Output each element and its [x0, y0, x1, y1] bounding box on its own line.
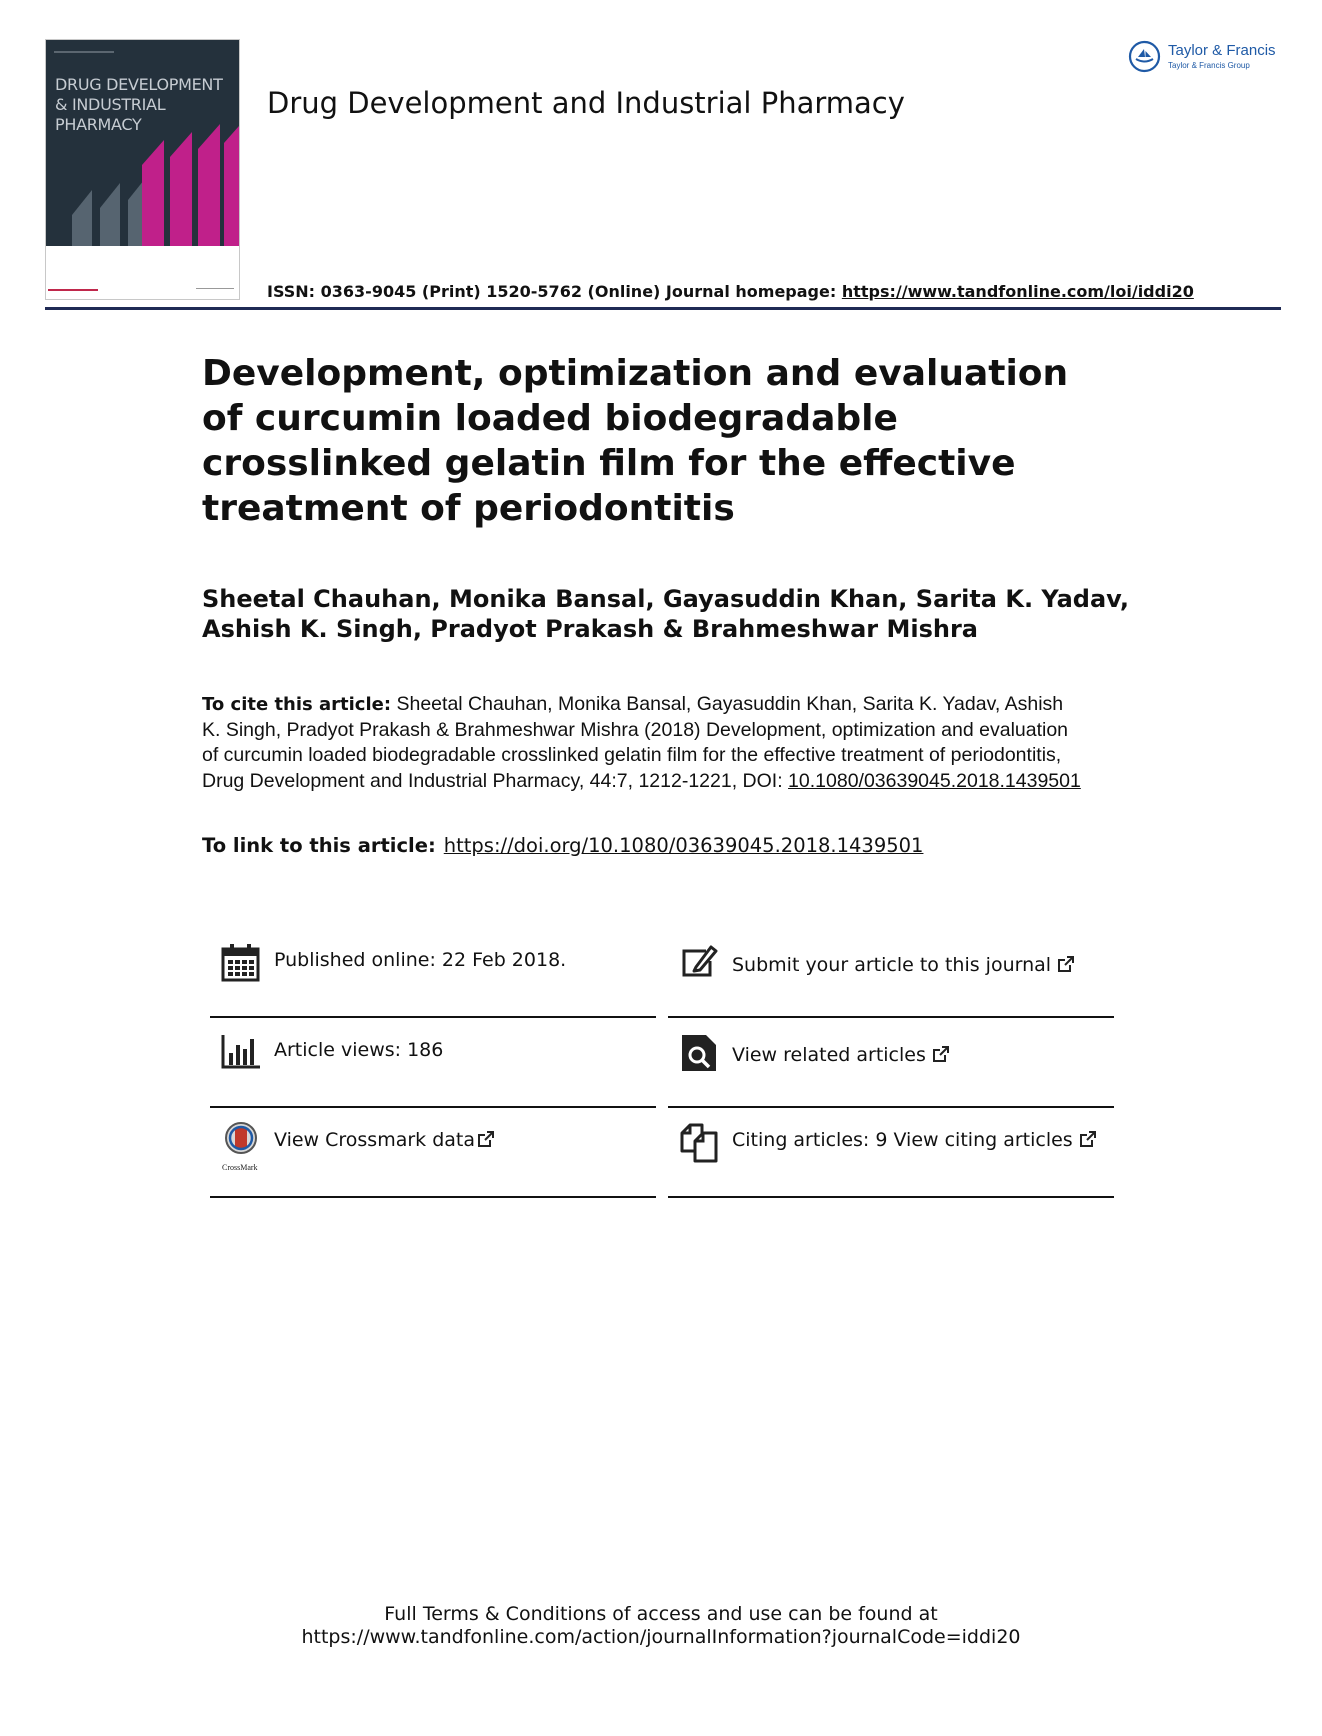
external-link-icon	[1057, 955, 1075, 973]
cover-red-line	[48, 289, 98, 291]
publisher-logo-icon	[1128, 40, 1161, 73]
cover-publisher-mark	[196, 288, 234, 294]
header-divider	[45, 307, 1281, 310]
copy-documents-icon	[678, 1121, 720, 1163]
related-cell[interactable]	[668, 1017, 1114, 1108]
publisher-name: Taylor & Francis	[1168, 42, 1276, 59]
article-authors: Sheetal Chauhan, Monika Bansal, Gayasuddin Khan, Sarita K. Yadav, Ashish K. Singh, Pradyot Prakash & Brahmeshwar Mishra	[202, 585, 1129, 643]
bar-chart-icon	[220, 1031, 262, 1073]
article-title: Development, optimization and evaluation of curcumin loaded biodegradable crosslinked gelatin film for the effective treatment of periodontitis	[202, 353, 1069, 529]
citation-block	[202, 692, 1082, 794]
article-doi-link[interactable]: https://doi.org/10.1080/03639045.2018.1439501	[443, 834, 924, 857]
cover-background	[46, 40, 239, 246]
terms-footer	[0, 1603, 1322, 1649]
cover-title: DRUG DEVELOPMENT & INDUSTRIAL PHARMACY	[55, 75, 223, 134]
citing-cell[interactable]	[668, 1107, 1114, 1198]
terms-line: Full Terms & Conditions of access and use can be found at	[384, 1603, 938, 1625]
journal-homepage-link[interactable]: https://www.tandfonline.com/loi/iddi20	[841, 282, 1194, 301]
submit-article-link[interactable]	[732, 954, 1075, 976]
crossmark-icon	[220, 1121, 262, 1163]
crossmark-link[interactable]	[274, 1129, 495, 1151]
published-date: Published online: 22 Feb 2018.	[274, 949, 567, 971]
issn-text: ISSN: 0363-9045 (Print) 1520-5762 (Online) Journal homepage:	[267, 282, 842, 301]
citation-label: To cite this article:	[202, 694, 392, 715]
journal-title: Drug Development and Industrial Pharmacy	[267, 86, 905, 120]
citation-text: Sheetal Chauhan, Monika Bansal, Gayasuddin Khan, Sarita K. Yadav, Ashish K. Singh, Pradyot Prakash & Brahmeshwar Mishra (2018) Development, optimization and evaluation of curcumin loaded biodegradable crosslinked gelatin film for the effective treatment of periodontitis, Drug Development and Industrial Pharmacy, 44:7, 1212-1221, DOI:	[202, 693, 1069, 792]
external-link-icon	[932, 1045, 950, 1063]
publisher-subtitle: Taylor & Francis Group	[1168, 61, 1250, 70]
calendar-icon	[220, 941, 262, 983]
external-link-icon	[477, 1130, 495, 1148]
crossmark-badge-label: CrossMark	[222, 1163, 258, 1172]
journal-cover	[45, 39, 240, 300]
published-cell	[210, 927, 656, 1018]
crossmark-label: View Crossmark data	[274, 1129, 476, 1151]
submit-cell[interactable]	[668, 927, 1114, 1018]
cover-stripes	[46, 40, 239, 246]
terms-url-link[interactable]: https://www.tandfonline.com/action/journalInformation?journalCode=iddi20	[301, 1626, 1021, 1648]
edit-icon	[678, 941, 720, 983]
citation-doi-link[interactable]: 10.1080/03639045.2018.1439501	[788, 769, 1081, 792]
taylor-francis-logo	[1128, 38, 1288, 78]
submit-article-label: Submit your article to this journal	[732, 954, 1052, 976]
crossmark-cell[interactable]	[210, 1107, 656, 1198]
issn-line	[267, 282, 1194, 301]
citing-articles-label: Citing articles: 9 View citing articles	[732, 1129, 1073, 1151]
article-views: Article views: 186	[274, 1039, 444, 1061]
article-link-row	[202, 834, 923, 857]
related-search-icon	[678, 1031, 720, 1073]
view-related-link[interactable]	[732, 1044, 950, 1066]
views-cell	[210, 1017, 656, 1108]
citing-articles-link[interactable]	[732, 1129, 1097, 1151]
external-link-icon	[1079, 1130, 1097, 1148]
article-link-label: To link to this article:	[202, 834, 436, 857]
view-related-label: View related articles	[732, 1044, 926, 1066]
